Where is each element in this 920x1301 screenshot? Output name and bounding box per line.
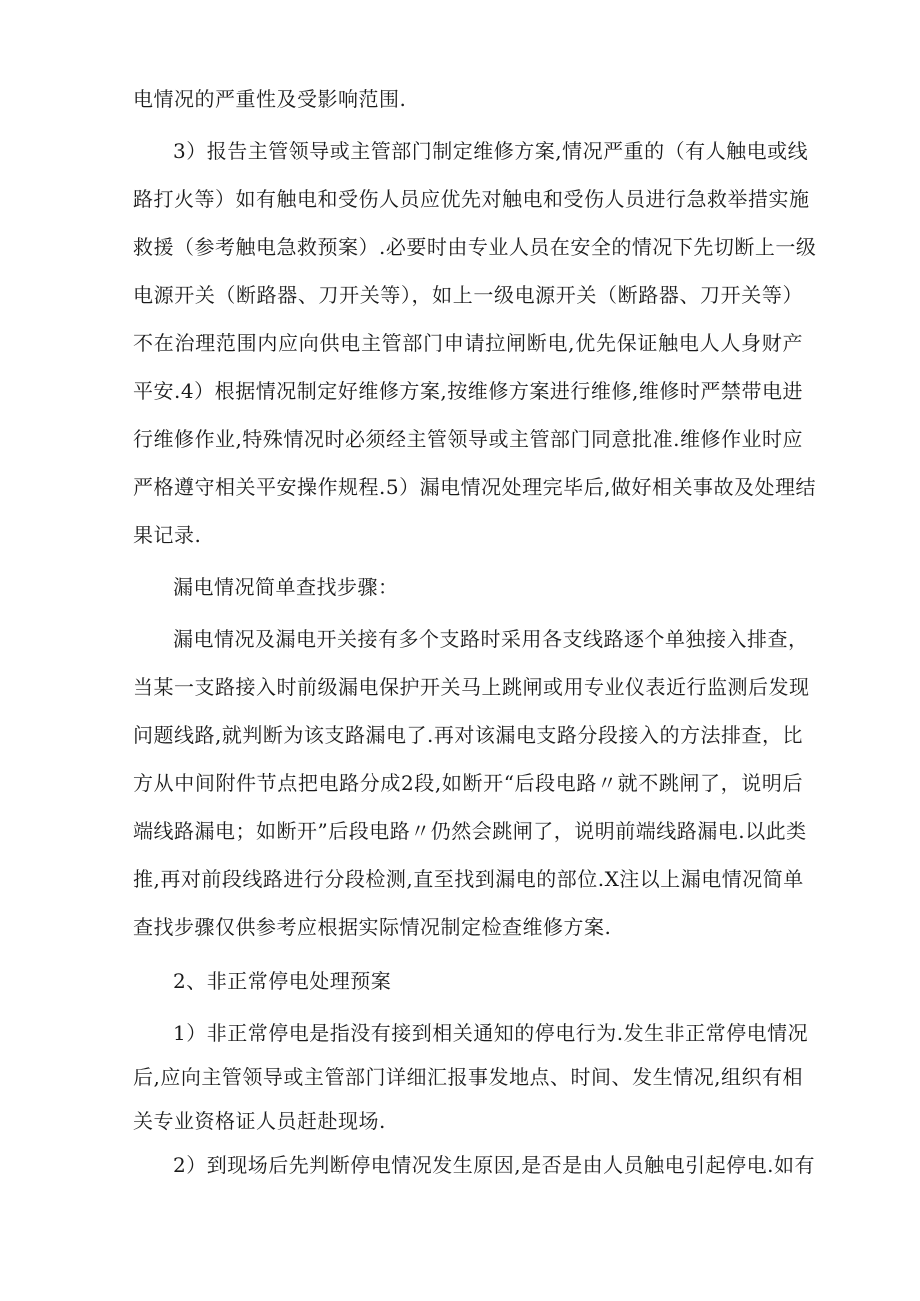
text-line: 平安.4）根据情况制定好维修方案,按维修方案进行维修,维修时严禁带电进 (133, 379, 803, 403)
text-line: 不在治理范围内应向供电主管部门申请拉闸断电,优先保证触电人人身财产 (133, 331, 803, 355)
text-line: 方从中间附件节点把电路分成2段,如断开“后段电路〃就不跳闸了，说明后 (133, 771, 803, 795)
section-heading: 漏电情况简单查找步骤： (173, 575, 399, 599)
text-line: 严格遵守相关平安操作规程.5）漏电情况处理完毕后,做好相关事故及处理结 (133, 475, 816, 499)
text-line: 推,再对前段线路进行分段检测,直至找到漏电的部位.X注以上漏电情况简单 (133, 867, 804, 891)
text-line: 3）报告主管领导或主管部门制定维修方案,情况严重的（有人触电或线 (173, 139, 809, 163)
text-line: 端线路漏电；如断开”后段电路〃仍然会跳闸了，说明前端线路漏电.以此类 (133, 819, 807, 843)
text-line: 行维修作业,特殊情况时必须经主管领导或主管部门同意批准.维修作业时应 (133, 427, 803, 451)
text-line: 果记录. (133, 523, 202, 547)
text-line: 2）到现场后先判断停电情况发生原因,是否是由人员触电引起停电.如有 (173, 1153, 815, 1177)
text-line: 问题线路,就判断为该支路漏电了.再对该漏电支路分段接入的方法排查，比 (133, 723, 803, 747)
text-line: 电情况的严重性及受影响范围. (133, 87, 407, 111)
text-line: 关专业资格证人员赶赴现场. (133, 1109, 386, 1133)
text-line: 救援（参考触电急救预案）.必要时由专业人员在安全的情况下先切断上一级 (133, 235, 817, 259)
text-line: 后,应向主管领导或主管部门详细汇报事发地点、时间、发生情况,组织有相 (133, 1065, 803, 1089)
section-heading: 2、非正常停电处理预案 (173, 969, 392, 993)
text-line: 漏电情况及漏电开关接有多个支路时采用各支线路逐个单独接入排查， (173, 627, 809, 651)
text-line: 1）非正常停电是指没有接到相关通知的停电行为.发生非正常停电情况 (173, 1021, 809, 1045)
text-line: 路打火等）如有触电和受伤人员应优先对触电和受伤人员进行急救举措实施 (133, 187, 810, 211)
text-line: 当某一支路接入时前级漏电保护开关马上跳闸或用专业仪表近行监测后发现 (133, 675, 810, 699)
text-line: 电源开关（断路器、刀开关等），如上一级电源开关（断路器、刀开关等） (133, 283, 803, 307)
text-line: 查找步骤仅供参考应根据实际情况制定检查维修方案. (133, 915, 612, 939)
